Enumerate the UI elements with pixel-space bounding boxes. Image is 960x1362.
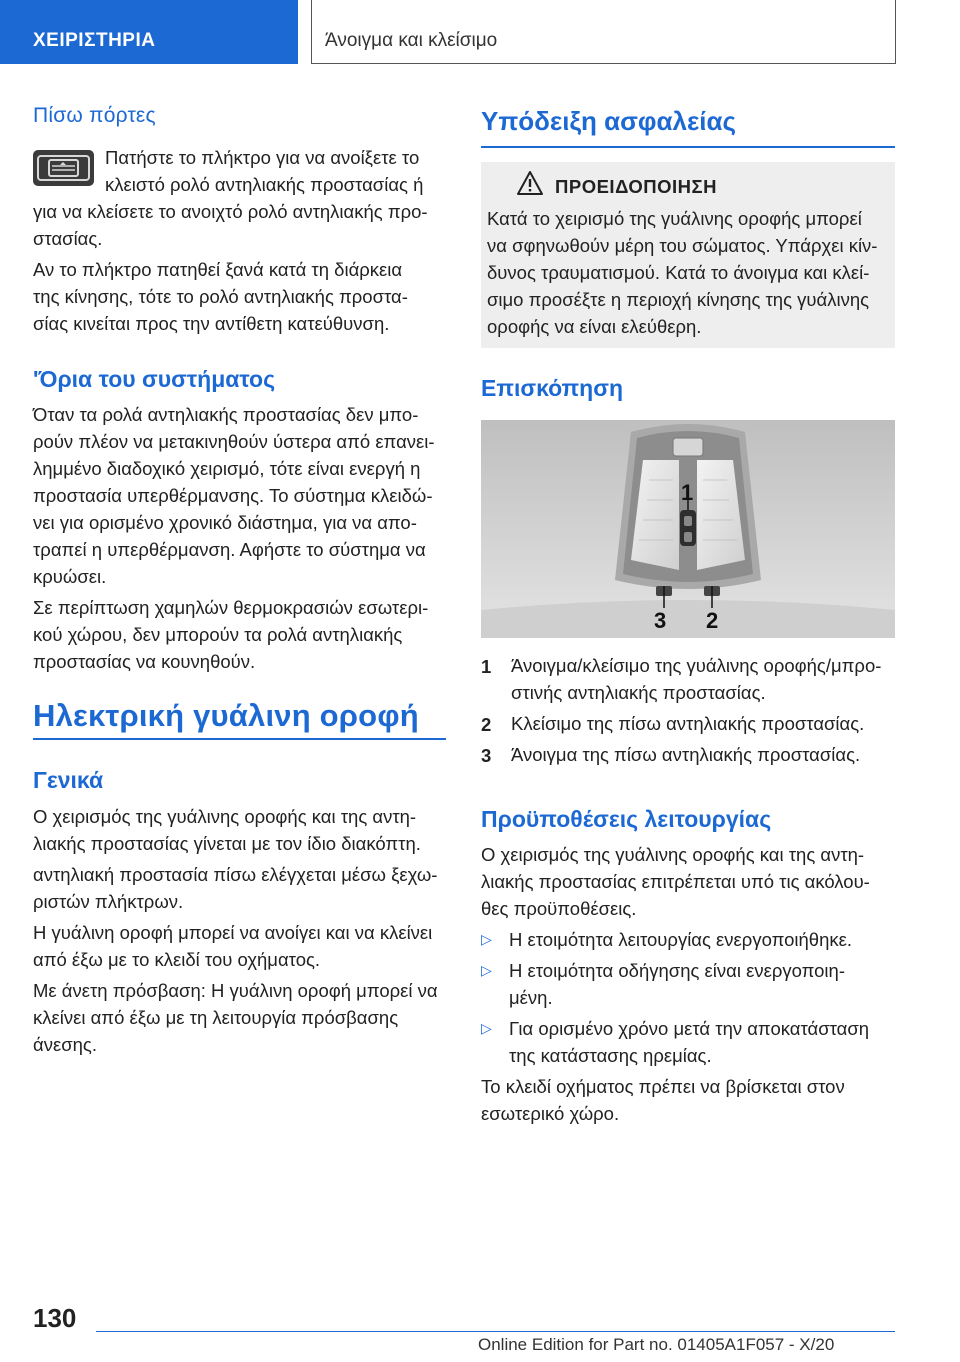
general-text: Η γυάλινη οροφή μπορεί να ανοίγει και να κλείνει <box>33 922 433 943</box>
bullet-triangle-icon: ▷ <box>481 1020 492 1036</box>
general-text: ριστών πλήκτρων. <box>33 891 184 912</box>
legend-text: Κλείσιμο της πίσω αντηλιακής προστασίας. <box>511 713 865 734</box>
limits-text: κρυώσει. <box>33 566 107 587</box>
warning-text: να σφηνωθούν μέρη του σώματος. Υπάρχει κίν- <box>487 235 878 256</box>
legend-number: 2 <box>481 714 492 735</box>
warning-text: οροφής να είναι ελεύθερη. <box>487 316 702 337</box>
warning-text: Κατά το χειρισμό της γυάλινης οροφής μπορεί <box>487 208 862 229</box>
rear-doors-text: για να κλείσετε το ανοιχτό ρολό αντηλιακής προ- <box>33 201 428 222</box>
legend-number: 1 <box>481 656 492 677</box>
bullet-triangle-icon: ▷ <box>481 931 492 947</box>
rear-doors-text: της κίνησης, τότε το ρολό αντηλιακής προστα- <box>33 286 408 307</box>
callout-label: 3 <box>654 608 667 633</box>
closing-text: εσωτερικό χώρο. <box>481 1103 620 1124</box>
limits-text: κού χώρου, δεν μπορούν τα ρολά αντηλιακής <box>33 624 403 645</box>
prerequisites-text: θες προϋποθέσεις. <box>481 898 637 919</box>
general-text: κλείνει από έξω με τη λειτουργία πρόσβασης <box>33 1007 399 1028</box>
prerequisites-heading: Προϋποθέσεις λειτουργίας <box>481 806 772 832</box>
bullet-text: Η ετοιμότητα λειτουργίας ενεργοποιήθηκε. <box>509 929 852 950</box>
warning-triangle-icon <box>516 170 544 196</box>
limits-text: λημμένο διαδοχικό χειρισμό, τότε είναι ενεργή η <box>33 458 421 479</box>
bullet-triangle-icon: ▷ <box>481 962 492 978</box>
closing-text: Το κλειδί οχήματος πρέπει να βρίσκεται στον <box>481 1076 845 1097</box>
warning-title: ΠΡΟΕΙΔΟΠΟΙΗΣΗ <box>555 176 717 197</box>
general-text: άνεσης. <box>33 1034 97 1055</box>
header-divider <box>311 0 312 64</box>
legend-text: Άνοιγμα/κλείσιμο της γυάλινης οροφής/μπρο- <box>511 655 882 676</box>
general-text: από έξω με το κλειδί του οχήματος. <box>33 949 321 970</box>
footer-rule <box>96 1331 895 1332</box>
chapter-title: Άνοιγμα και κλείσιμο <box>325 30 498 51</box>
roof-heading: Ηλεκτρική γυάλινη οροφή <box>33 698 419 733</box>
callout-label: 2 <box>706 608 719 633</box>
rear-doors-text: στασίας. <box>33 228 103 249</box>
limits-text: προστασίας να κουνηθούν. <box>33 651 256 672</box>
limits-heading: 'Όρια του συστήματος <box>33 366 276 392</box>
header-underline <box>311 63 896 64</box>
general-text: λιακής προστασίας γίνεται με τον ίδιο διακόπτη. <box>33 833 421 854</box>
rear-doors-text: κλειστό ρολό αντηλιακής προστασίας ή <box>105 174 424 195</box>
heading-rule <box>33 738 446 740</box>
overview-heading: Επισκόπηση <box>481 375 623 401</box>
warning-text: δυνος τραυματισμού. Κατά το άνοιγμα και κλεί- <box>487 262 870 283</box>
legend-text: στινής αντηλιακής προστασίας. <box>511 682 766 703</box>
warning-text: σιμο προσέξτε η περιοχή κίνησης της γυάλινης <box>487 289 870 310</box>
rear-doors-text: Πατήστε το πλήκτρο για να ανοίξετε το <box>105 147 420 168</box>
legend-text: Άνοιγμα της πίσω αντηλιακής προστασίας. <box>511 744 861 765</box>
callout-label: 1 <box>681 480 694 505</box>
bullet-text: μένη. <box>509 987 553 1008</box>
prerequisites-text: λιακής προστασίας επιτρέπεται υπό τις ακόλου- <box>481 871 870 892</box>
overhead-console-photo <box>481 420 895 638</box>
rear-doors-text: σίας κινείται προς την αντίθετη κατεύθυνση. <box>33 313 390 334</box>
general-text: αντηλιακή προστασία πίσω ελέγχεται μέσω ξεχω- <box>33 864 438 885</box>
bullet-text: Η ετοιμότητα οδήγησης είναι ενεργοποιη- <box>509 960 845 981</box>
general-text: Ο χειρισμός της γυάλινης οροφής και της αντη- <box>33 806 417 827</box>
general-heading: Γενικά <box>33 767 104 793</box>
sunblind-button-icon <box>33 150 94 186</box>
limits-text: ρούν πλέον να μετακινηθούν ύστερα από επανει- <box>33 431 435 452</box>
bullet-text: Για ορισμένο χρόνο μετά την αποκατάσταση <box>509 1018 870 1039</box>
section-tab: ΧΕΙΡΙΣΤΗΡΙΑ <box>0 0 298 64</box>
bullet-text: της κατάστασης ηρεμίας. <box>509 1045 712 1066</box>
prerequisites-text: Ο χειρισμός της γυάλινης οροφής και της αντη- <box>481 844 865 865</box>
limits-text: Όταν τα ρολά αντηλιακής προστασίας δεν μπο- <box>33 404 419 425</box>
rear-doors-text: Αν το πλήκτρο πατηθεί ξανά κατά τη διάρκεια <box>33 259 403 280</box>
limits-text: προστασία υπερθέρμανσης. Το σύστημα κλειδώ- <box>33 485 433 506</box>
page-number: 130 <box>33 1303 77 1333</box>
legend-number: 3 <box>481 745 492 766</box>
heading-rule <box>481 146 895 148</box>
general-text: Με άνετη πρόσβαση: Η γυάλινη οροφή μπορεί να <box>33 980 438 1001</box>
rear-doors-heading: Πίσω πόρτες <box>33 104 156 127</box>
safety-heading: Υπόδειξη ασφαλείας <box>481 106 737 136</box>
limits-text: νει για ορισμένο χρονικό διάστημα, για να απο- <box>33 512 417 533</box>
page-header <box>0 0 960 64</box>
limits-text: Σε περίπτωση χαμηλών θερμοκρασιών εσωτερι- <box>33 597 429 618</box>
edition-text: Online Edition for Part no. 01405A1F057 - X/20 <box>478 1335 835 1354</box>
limits-text: τραπεί η υπερθέρμανση. Αφήστε το σύστημα να <box>33 539 426 560</box>
header-divider <box>895 0 896 64</box>
